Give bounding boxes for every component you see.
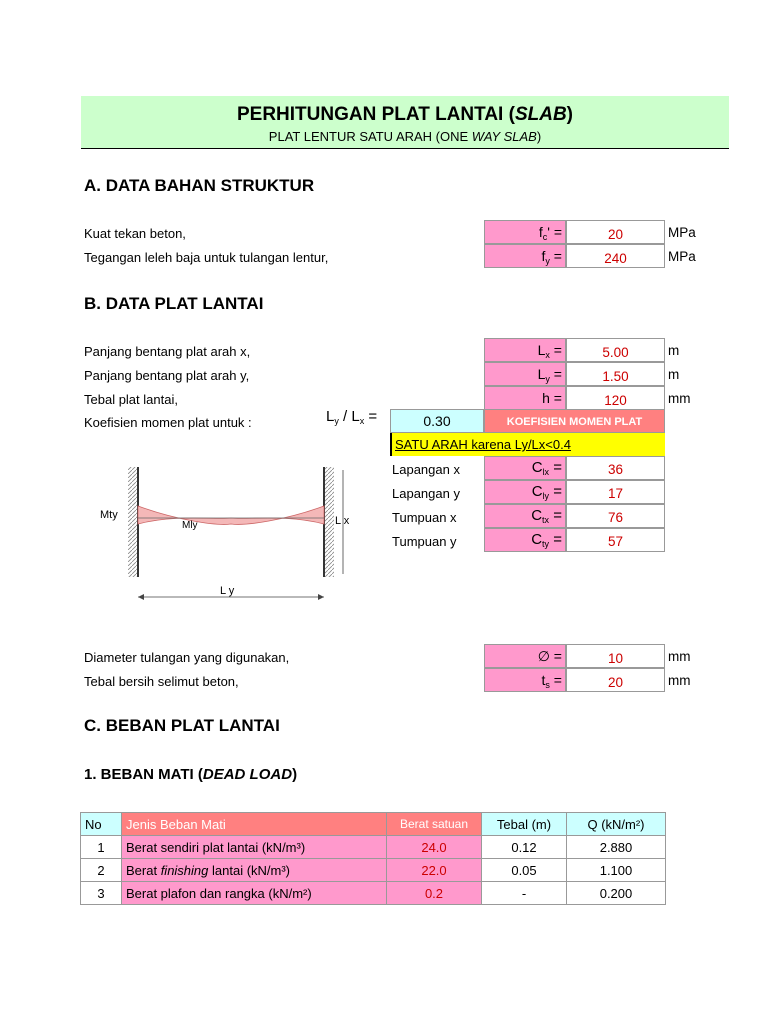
table-row <box>81 882 666 905</box>
coef-value[interactable]: 17 <box>566 480 665 504</box>
rebar-unit: mm <box>668 649 691 664</box>
lx-label: L x <box>335 515 350 527</box>
one-way-note: SATU ARAH karena Ly/Lx<0.4 <box>390 433 665 456</box>
moment-diagram <box>96 462 358 612</box>
symbol: h = <box>542 390 562 406</box>
material-label: Tegangan leleh baja untuk tulangan lentur, <box>84 250 329 265</box>
page-title: PERHITUNGAN PLAT LANTAI (SLAB) <box>236 104 573 125</box>
cell-no: 3 <box>81 882 122 905</box>
right-support-wall <box>324 467 334 577</box>
slab-unit: m <box>668 367 680 382</box>
cell-berat[interactable]: 0.2 <box>387 882 482 905</box>
page-header <box>81 96 729 149</box>
symbol: $f_y$ = <box>541 248 562 266</box>
symbol: $t_s$ = <box>541 672 562 690</box>
section-c-title: C. BEBAN PLAT LANTAI <box>84 716 280 735</box>
cell-q: 2.880 <box>567 836 666 859</box>
cell-q: 1.100 <box>567 859 666 882</box>
symbol: $f_c'$ = <box>538 224 562 242</box>
rebar-symbol-cell <box>484 644 566 668</box>
table-row <box>81 836 666 859</box>
coef-label: Lapangan x <box>392 462 460 477</box>
table-header-row <box>81 813 666 836</box>
cell-q: 0.200 <box>567 882 666 905</box>
slab-symbol-cell <box>484 386 566 410</box>
symbol: ∅ = <box>537 648 562 664</box>
page-subtitle: PLAT LENTUR SATU ARAH (ONE WAY SLAB) <box>268 129 542 144</box>
col-berat: Berat satuan <box>387 813 482 836</box>
dead-load-table <box>80 812 666 905</box>
rebar-value[interactable]: 10 <box>566 644 665 668</box>
cell-jenis: Berat finishing lantai (kN/m³) <box>122 859 387 882</box>
coef-value[interactable]: 57 <box>566 528 665 552</box>
rebar-label: Tebal bersih selimut beton, <box>84 674 239 689</box>
slab-unit: mm <box>668 391 691 406</box>
material-value[interactable]: 20 <box>566 220 665 244</box>
symbol: $L_x$ = <box>537 342 562 360</box>
moment-fill <box>138 506 324 524</box>
dead-load-title: 1. BEBAN MATI (DEAD LOAD) <box>84 766 298 783</box>
coef-value[interactable]: 76 <box>566 504 665 528</box>
symbol: $L_y$ = <box>537 366 562 384</box>
mly-label: Mly <box>182 520 198 531</box>
col-tebal: Tebal (m) <box>482 813 567 836</box>
rebar-value[interactable]: 20 <box>566 668 665 692</box>
col-q: Q (kN/m²) <box>567 813 666 836</box>
cell-no: 1 <box>81 836 122 859</box>
cell-no: 2 <box>81 859 122 882</box>
cell-jenis: Berat plafon dan rangka (kN/m²) <box>122 882 387 905</box>
slab-unit: m <box>668 343 680 358</box>
mty-label: Mty <box>100 509 118 521</box>
slab-value[interactable]: 120 <box>566 386 665 410</box>
material-value[interactable]: 240 <box>566 244 665 268</box>
material-unit: MPa <box>668 225 696 240</box>
slab-symbol-cell <box>484 338 566 362</box>
slab-label: Tebal plat lantai, <box>84 392 178 407</box>
coef-label: Tumpuan x <box>392 510 457 525</box>
rebar-label: Diameter tulangan yang digunakan, <box>84 650 290 665</box>
slab-value[interactable]: 1.50 <box>566 362 665 386</box>
col-jenis: Jenis Beban Mati <box>122 813 387 836</box>
cell-berat[interactable]: 24.0 <box>387 836 482 859</box>
ly-arrow-right <box>318 594 324 600</box>
material-symbol-cell <box>484 244 566 268</box>
ratio-label: $L_y / L_x$ = <box>326 408 378 426</box>
koef-header: KOEFISIEN MOMEN PLAT <box>484 409 665 433</box>
coef-symbol-cell: $C_{lx}$ = <box>484 456 566 480</box>
section-a-title: A. DATA BAHAN STRUKTUR <box>84 176 315 195</box>
coef-symbol-cell: $C_{ly}$ = <box>484 480 566 504</box>
coef-symbol-cell: $C_{tx}$ = <box>484 504 566 528</box>
section-b-title: B. DATA PLAT LANTAI <box>84 294 264 313</box>
slab-symbol-cell <box>484 362 566 386</box>
cell-tebal[interactable]: 0.12 <box>482 836 567 859</box>
coef-value[interactable]: 36 <box>566 456 665 480</box>
material-unit: MPa <box>668 249 696 264</box>
rebar-unit: mm <box>668 673 691 688</box>
coef-symbol-cell: $C_{ty}$ = <box>484 528 566 552</box>
ly-arrow-left <box>138 594 144 600</box>
rebar-symbol-cell <box>484 668 566 692</box>
slab-label: Panjang bentang plat arah y, <box>84 368 250 383</box>
ratio-value[interactable]: 0.30 <box>390 409 484 433</box>
cell-jenis: Berat sendiri plat lantai (kN/m³) <box>122 836 387 859</box>
koef-label: Koefisien momen plat untuk : <box>84 415 252 430</box>
slab-label: Panjang bentang plat arah x, <box>84 344 251 359</box>
coef-label: Tumpuan y <box>392 534 457 549</box>
cell-berat[interactable]: 22.0 <box>387 859 482 882</box>
coef-label: Lapangan y <box>392 486 460 501</box>
left-support-wall <box>128 467 138 577</box>
material-symbol-cell <box>484 220 566 244</box>
table-row <box>81 859 666 882</box>
material-label: Kuat tekan beton, <box>84 226 186 241</box>
slab-value[interactable]: 5.00 <box>566 338 665 362</box>
col-no: No <box>81 813 122 836</box>
ly-label: L y <box>220 585 235 597</box>
cell-tebal[interactable]: 0.05 <box>482 859 567 882</box>
cell-tebal[interactable]: - <box>482 882 567 905</box>
